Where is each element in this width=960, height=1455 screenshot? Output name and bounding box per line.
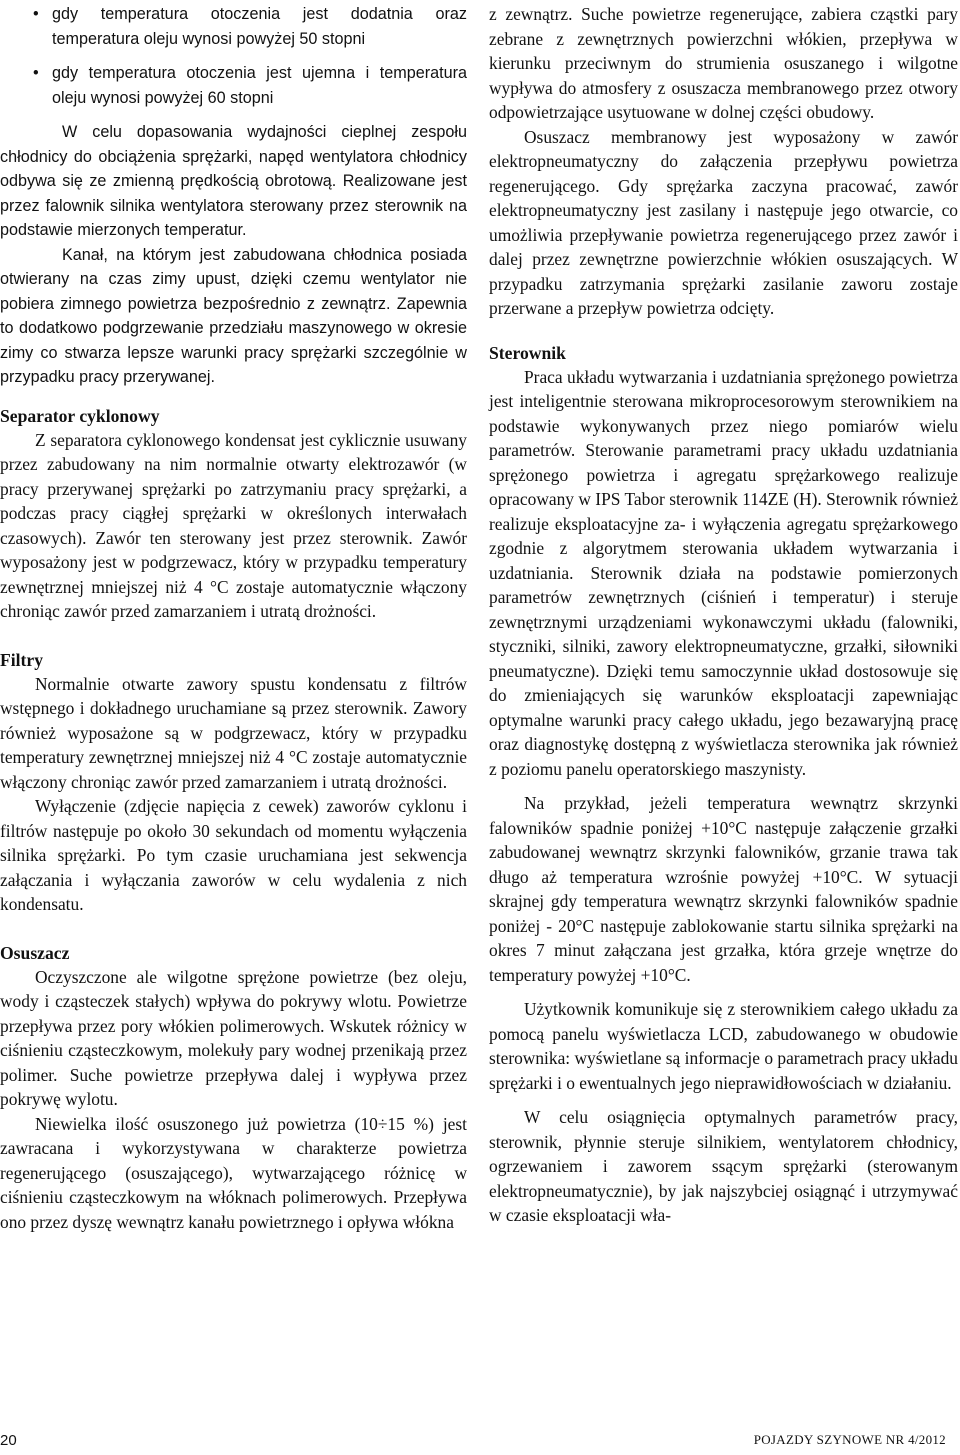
list-item (0, 61, 467, 110)
paragraph-dryer-2: Niewielka ilość osuszonego już powietrza (10÷15 %) jest zawracana i wykorzystywana w charakterze powietrza regenerującego (osuszającego), wytwarzającego różnicę w ciśnieniu cząsteczkowym na włóknach polimerowych. Przepływa ono przez dyszę wewnątrz kanału powietrznego i opływa włókna (0, 1113, 467, 1232)
paragraph-controller-operation: Praca układu wytwarzania i uzdatniania sprężonego powietrza jest inteligentnie sterowana mikroprocesorowym sterownikiem na podstawie wykonywanych przez niego pomiarów wielu parametrów. Sterowanie parametrami pracy układu uzdatniania sprężonego powietrza i agregatu sprężarkowego realizuje opracowany w IPS Tabor sterownik 114ZE (H). Sterownik również realizuje eksploatacyjne za- i wyłączenia agregatu sprężarkowego zgodnie z algorytmem sterowania układem wytwarzania i uzdatniania. Sterownik działa na podstawie pomierzonych parametrów zewnętrznych (ciśnień i temperatur) i steruje zewnętrznymi urządzeniami wykonawczymi układu (falowniki, styczniki, silniki, zawory elektropneumatyczne, grzałki, siłowniki pneumatyczne). Dzięki temu samoczynnie układ dostosowuje się do zmieniających się warunków eksploatacji zapewniając optymalne warunki pracy całego układu, jego bezawaryjną pracę oraz diagnostykę dostępną z wyświetlacza sterownika jak również z poziomu panelu operatorskiego maszynisty. (489, 366, 958, 779)
right-column (489, 2, 958, 1228)
list-item-text: gdy temperatura otoczenia jest ujemna i temperatura oleju wynosi powyżej 60 stopni (52, 64, 467, 107)
paragraph-cooler-fan: W celu dopasowania wydajności cieplnej zespołu chłodnicy do obciążenia sprężarki, napęd wentylatora chłodnicy odbywa się ze zmienną prędkością obrotową. Realizowane jest przez falownik silnika wentylatora sterowany przez sterownik na podstawie mierzonych temperatur. (0, 123, 467, 239)
paragraph-dryer-continued: z zewnątrz. Suche powietrze regenerujące, zabiera cząstki pary zebrane z zewnętrznych powierzchni włókien, przepływa w kierunku przeciwnym do strumienia osuszanego i wilgotne wypływa do atmosfery z osuszacza membranowego przez otwory odpowietrzające usytuowane w dolnej części obudowy. (489, 4, 958, 122)
paragraph-cooler-duct: Kanał, na którym jest zabudowana chłodnica posiada otwierany na czas zimy upust, dzięki czemu wentylator nie pobiera zimnego powietrza bezpośrednio z zewnątrz. Zapewnia to dodatkowo podgrzewanie przedziału maszynowego w okresie zimy co stwarza lepsze warunki pracy sprężarki szczególnie w przypadku pracy przerywanej. (0, 245, 467, 386)
list-item-text: gdy temperatura otoczenia jest dodatnia oraz temperatura oleju wynosi powyżej 50 stopni (52, 5, 467, 48)
paragraph-controller-goal: W celu osiągnięcia optymalnych parametrów pracy, sterownik, płynnie steruje silnikiem, wentylatorem chłodnicy, ogrzewaniem i zaworem ssącym sprężarki (sterowanym elektropneumatycznie), by jak najszybciej osiągnąć i utrzymywać w czasie eksploatacji wła- (489, 1107, 958, 1225)
heading-dryer: Osuszacz (0, 942, 70, 963)
paragraph-cyclone-separator: Z separatora cyklonowego kondensat jest cyklicznie usuwany przez zabudowany na nim normalnie otwarty elektrozawór (w pracy przerywanej sprężarki po zatrzymaniu pracy sprężarki, a podczas pracy ciągłej sprężarki w określonych interwałach czasowych). Zawór ten sterowany jest przez sterownik. Zawór wyposażony jest w podgrzewacz, który w przypadku temperatury zewnętrznej mniejszej niż 4 °C zostaje automatycznie włączony chroniąc zawór przed zamarzaniem i utratą drożności. (0, 429, 467, 621)
heading-filters: Filtry (0, 649, 43, 670)
bullet-icon: • (33, 5, 39, 23)
page-number: 20 (0, 1432, 17, 1449)
bullet-icon: • (33, 64, 39, 82)
left-column (0, 2, 467, 1234)
journal-footer: POJAZDY SZYNOWE NR 4/2012 (753, 1432, 946, 1447)
paragraph-dryer-valve: Osuszacz membranowy jest wyposażony w zawór elektropneumatyczny do załączenia przepływu powietrza regenerującego. Gdy sprężarka zaczyna pracować, zawór elektropneumatyczny jest zasilany i następuje jego otwarcie, co umożliwia przepływanie powietrza regenerującego przez zawór i dalej przez zewnętrzne powierzchnie włókien osuszających. W przypadku zatrzymania sprężarki zasilanie zaworu zostaje przerwane a przepływ powietrza odcięty. (489, 126, 958, 318)
heading-cyclone-separator: Separator cyklonowy (0, 405, 160, 426)
heading-controller: Sterownik (489, 342, 566, 363)
paragraph-dryer-1: Oczyszczone ale wilgotne sprężone powietrze (bez oleju, wody i cząsteczek stałych) wpływa do pokrywy wlotu. Powietrze przepływa przez pory włókien polimerowych. Wskutek różnicy w ciśnieniu cząsteczkowym, molekuły pary wodnej przenikają przez polimer. Suche powietrze przepływa dalej i wypływa przez pokrywę wylotu. (0, 966, 467, 1109)
paragraph-controller-example: Na przykład, jeżeli temperatura wewnątrz skrzynki falowników spadnie poniżej +10°C następuje załączenie grzałki zabudowanej wewnątrz skrzynki falowników, grzanie trawa tak długo aż temperatura wzrośnie powyżej +10°C. W sytuacji skrajnej gdy temperatura wewnątrz skrzynki falowników spadnie poniżej - 20°C następuje zablokowanie startu silnika sprężarki na okres 7 minut załączana jest grzałka, która grzeje wnętrze do temperatury powyżej +10°C. (489, 793, 958, 985)
list-item (0, 2, 467, 51)
paragraph-filters: Normalnie otwarte zawory spustu kondensatu z filtrów wstępnego i dokładnego uruchamiane są przez sterownik. Zawory również wyposażone są w podgrzewacz, który w przypadku temperatury zewnętrznej mniejszej niż 4 °C zostaje automatycznie włączony chroniąc zawór przed zamarzaniem i utratą drożności. (0, 673, 467, 792)
condition-list (0, 2, 467, 110)
paragraph-valve-shutdown: Wyłączenie (zdjęcie napięcia z cewek) zaworów cyklonu i filtrów następuje po około 30 sekundach od momentu wyłączenia silnika sprężarki. Po tym czasie uruchamiana jest sekwencja załączania i wyłączania zaworów w celu wydalenia z nich kondensatu. (0, 796, 467, 914)
paragraph-controller-user: Użytkownik komunikuje się z sterownikiem całego układu za pomocą panelu wyświetlacza LCD, zabudowanego w obudowie sterownika: wyświetlane są informacje o parametrach pracy układu sprężarki i o ewentualnych jego nieprawidłowościach w działaniu. (489, 999, 958, 1093)
